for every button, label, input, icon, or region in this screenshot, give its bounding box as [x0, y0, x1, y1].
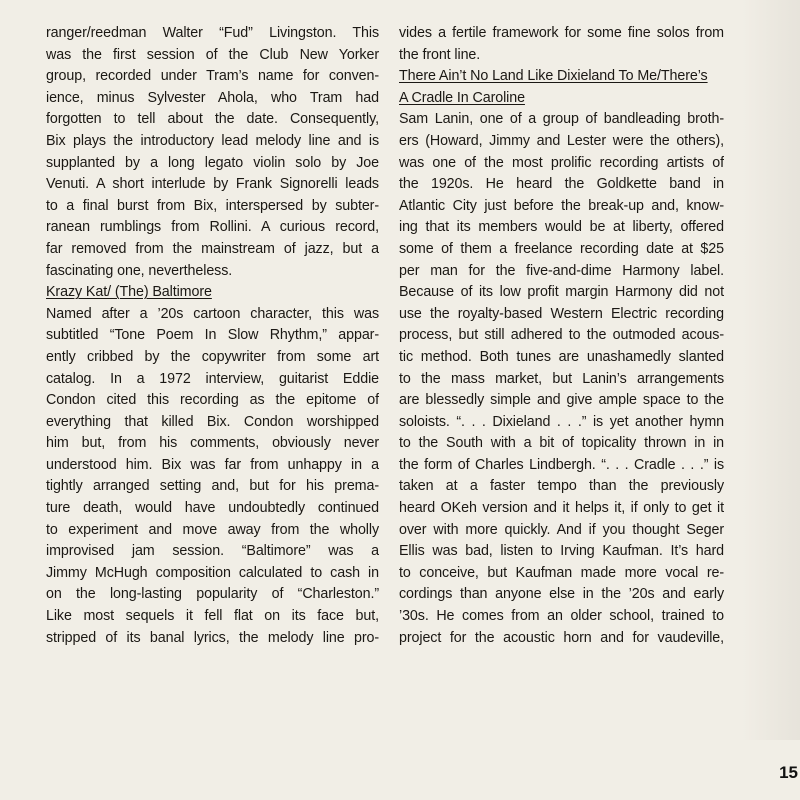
paragraph-livingston: [46, 23, 379, 282]
track-heading-text: There Ain’t No Land Like Dixieland To Me/There’s: [399, 68, 708, 85]
text-line: to a final burst from Bix, interspersed by subter-: [46, 197, 379, 214]
text-line: catalog. In a 1972 interview, guitarist Eddie: [46, 370, 379, 387]
text-line: heard OKeh version and it helps it, if only to get it: [399, 500, 724, 517]
text-line: tightly arranged setting and, but for his prema-: [46, 478, 379, 495]
text-line: was the first session of the Club New Yorker: [46, 46, 379, 63]
text-line: vides a fertile framework for some fine solos from: [399, 25, 724, 41]
text-line: stripped of its banal lyrics, the melody line pro-: [46, 629, 379, 646]
text-line: Venuti. A short interlude by Frank Signorelli leads: [46, 176, 379, 193]
paragraph-continuation: [399, 23, 724, 66]
text-line: ently cribbed by the copywriter from some art: [46, 348, 379, 365]
text-line: project for the acoustic horn and for vaudeville,: [399, 629, 724, 646]
text-line: cordings than anyone else in the ’20s and early: [399, 586, 724, 603]
text-line: ers (Howard, Jimmy and Lester were the others),: [399, 132, 724, 149]
text-line: Atlantic City just before the break-up and, know-: [399, 197, 724, 214]
paragraph-krazy-kat: [46, 304, 379, 650]
text-line: fascinating one, nevertheless.: [46, 262, 233, 279]
facing-page-bleed: [742, 0, 800, 740]
text-line: are blessedly simple and give ample space to the: [399, 392, 724, 409]
track-heading-text: Krazy Kat/ (The) Baltimore: [46, 284, 212, 301]
text-line: Condon cited this recording as the epitome of: [46, 392, 379, 409]
text-line: Sam Lanin, one of a group of bandleading broth-: [399, 111, 724, 128]
text-line: ture death, would have undoubtedly continued: [46, 500, 379, 517]
text-line: Like most sequels it fell flat on its face but,: [46, 608, 379, 625]
left-column: [46, 23, 379, 649]
text-line: ience, minus Sylvester Ahola, who Tram had: [46, 89, 379, 106]
text-line: Bix plays the introductory lead melody line and is: [46, 132, 379, 149]
page-number: 15: [779, 763, 798, 782]
track-heading-text: A Cradle In Caroline: [399, 89, 525, 106]
text-line: the front line.: [399, 46, 481, 63]
track-heading-dixieland: [399, 66, 724, 109]
text-line: supplanted by a long legato violin solo by Joe: [46, 154, 379, 171]
text-line: group, recorded under Tram’s name for conven-: [46, 68, 379, 85]
text-line: ing that its members would be at liberty, offered: [399, 219, 724, 236]
text-line: him but, from his comments, obviously never: [46, 435, 379, 452]
text-line: on the long-lasting popularity of “Charleston.”: [46, 586, 379, 603]
text-line: far removed from the mainstream of jazz, but a: [46, 240, 379, 257]
text-line: the 1920s. He heard the Goldkette band in: [399, 176, 724, 193]
text-line: everything that killed Bix. Condon worshipped: [46, 413, 379, 430]
text-line: Jimmy McHugh composition calculated to cash in: [46, 564, 379, 581]
text-line: Because of its low profit margin Harmony did not: [399, 284, 724, 301]
text-line: improvised jam session. “Baltimore” was a: [46, 543, 379, 560]
text-line: over with more quickly. And if you thought Seger: [399, 521, 724, 538]
text-line: Named after a ’20s cartoon character, this was: [46, 305, 379, 322]
text-line: some of them a freelance recording date at $25: [399, 240, 724, 257]
text-line: tic method. Both tunes are unashamedly slanted: [399, 348, 724, 365]
text-line: ranean rumblings from Rollini. A curious record,: [46, 219, 379, 236]
text-line: forgotten to tell about the date. Consequently,: [46, 111, 379, 128]
track-heading-krazy-kat: [46, 282, 379, 304]
text-line: Ellis was bad, listen to Irving Kaufman. It’s hard: [399, 543, 724, 560]
text-line: taken at a faster tempo than the previously: [399, 478, 724, 495]
text-line: per man for the five-and-dime Harmony label.: [399, 262, 724, 279]
text-line: soloists. “. . . Dixieland . . .” is yet another hymn: [399, 413, 724, 430]
text-line: to the mass market, but Lanin’s arrangements: [399, 370, 724, 387]
text-line: subtitled “Tone Poem In Slow Rhythm,” appar-: [46, 327, 379, 344]
text-line: use the royalty-based Western Electric recording: [399, 305, 724, 322]
right-column: [399, 23, 724, 649]
text-line: ’30s. He comes from an older school, trained to: [399, 608, 724, 625]
text-line: ranger/reedman Walter “Fud” Livingston. This: [46, 25, 379, 41]
text-line: was one of the most prolific recording artists of: [399, 154, 724, 171]
text-line: understood him. Bix was far from unhappy in a: [46, 456, 379, 473]
text-line: to experiment and move away from the wholly: [46, 521, 379, 538]
text-line: to the South with a bit of topicality thrown in in: [399, 435, 724, 452]
text-line: the form of Charles Lindbergh. “. . . Cradle . . .” is: [399, 456, 724, 473]
paragraph-sam-lanin: [399, 109, 724, 649]
text-line: process, but still adhered to the outmoded acous-: [399, 327, 724, 344]
text-line: to conceive, but Kaufman made more vocal re-: [399, 564, 724, 581]
